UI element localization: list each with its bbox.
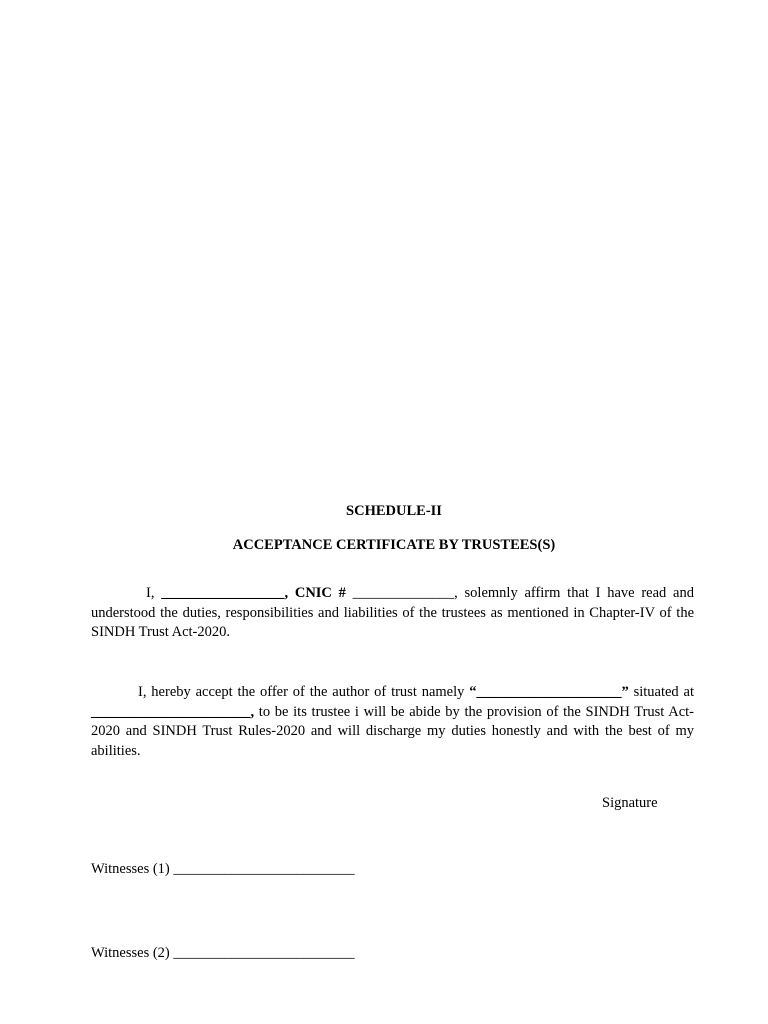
acceptance-paragraph [91,683,694,761]
affirmation-text: , solemnly affirm that I have read and understood the duties, responsibilities and liabilities of the trustees as mentioned in Chapter-IV of the SINDH Trust Act-2020. [91,585,694,640]
acceptance-middle: situated at [628,684,694,700]
trust-name-blank: “____________________” [469,684,629,700]
witness-line-2 [91,945,355,962]
witness-blank: _________________________ [173,861,355,877]
acceptance-prefix: I, hereby accept the offer of the author of trust namely [138,684,470,700]
cnic-label: , CNIC # [284,585,346,601]
cnic-blank: ______________ [345,585,455,601]
witness-label: Witnesses (1) [91,861,174,877]
acceptance-text: to be its trustee i will be abide by the provision of the SINDH Trust Act-2020 and SINDH Trust Rules-2020 and will discharge my duties honestly and with the best of my abilities. [91,703,694,759]
location-blank: ______________________, [91,703,255,720]
witness-blank: _________________________ [173,945,355,961]
witness-label: Witnesses (2) [91,945,174,961]
signature-label: Signature [602,795,658,811]
certificate-title: ACCEPTANCE CERTIFICATE BY TRUSTEES(S) [232,537,556,553]
schedule-title: SCHEDULE-II [346,503,442,519]
affirmation-paragraph [91,584,694,643]
affirmation-prefix: I, [146,585,162,601]
name-blank: _________________ [161,585,285,601]
witness-line-1 [91,861,355,878]
